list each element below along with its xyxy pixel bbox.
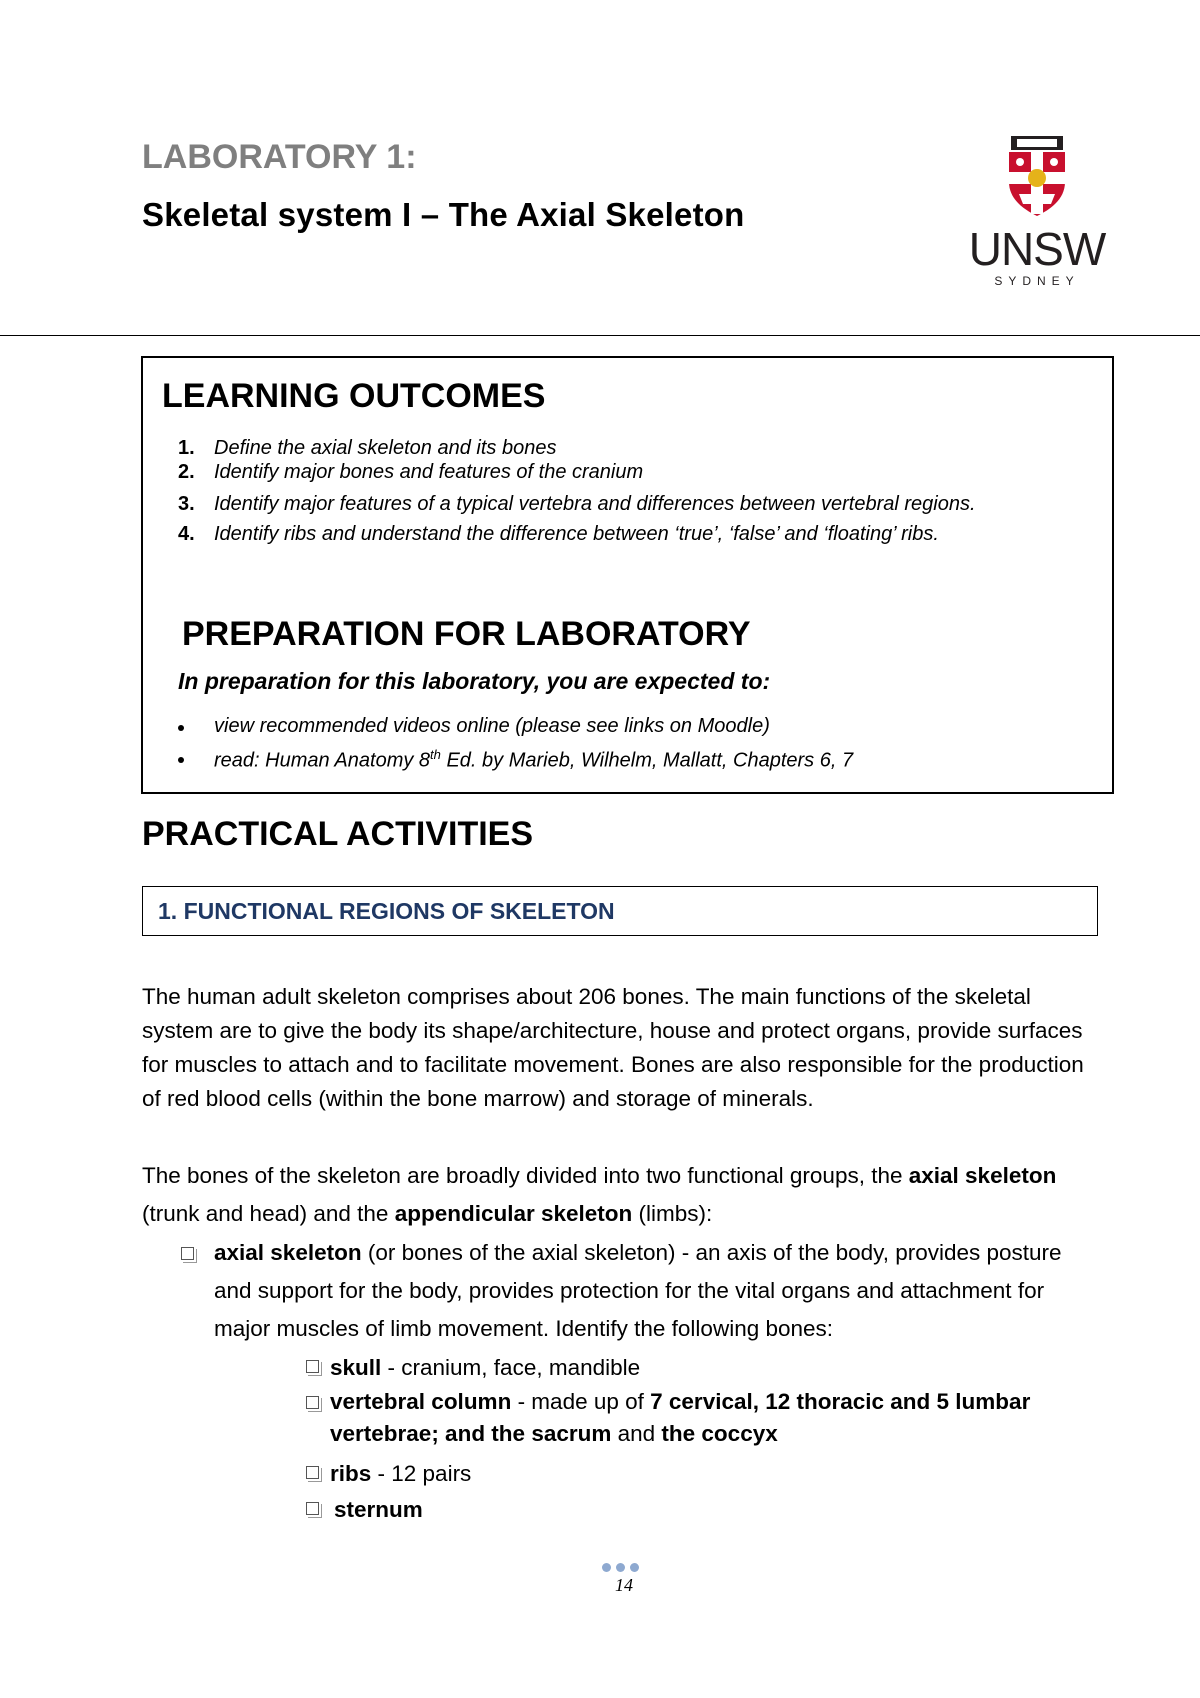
sternum-item: sternum	[334, 1497, 423, 1522]
groups-paragraph: The bones of the skeleton are broadly divided into two functional groups, the axial skeleton (trunk and head) and the appendicular skeleton (limbs):	[142, 1163, 1057, 1226]
bullet-icon	[178, 757, 184, 763]
checkbox-icon[interactable]	[306, 1502, 319, 1515]
header-divider	[0, 335, 1200, 336]
logo-wordmark: UNSW	[968, 223, 1106, 275]
skull-item: skull - cranium, face, mandible	[330, 1355, 641, 1380]
outcome-text: Identify ribs and understand the difference between ‘true’, ‘false’ and ‘floating’ ribs.	[214, 523, 939, 545]
outcome-number: 4.	[178, 523, 195, 545]
axial-skeleton-item: axial skeleton (or bones of the axial skeleton) - an axis of the body, provides posture and support for the body, provides protection for the vital organs and attachment for major muscles of limb movement. Identify the following bones:	[214, 1240, 1062, 1341]
checkbox-icon[interactable]	[181, 1247, 194, 1260]
learning-outcomes-heading: LEARNING OUTCOMES	[162, 377, 546, 415]
section-title: 1. FUNCTIONAL REGIONS OF SKELETON	[158, 898, 615, 924]
bullet-icon	[178, 725, 184, 731]
preparation-intro: In preparation for this laboratory, you are expected to:	[178, 668, 771, 694]
lab-subtitle: Skeletal system I – The Axial Skeleton	[142, 196, 745, 233]
logo-subtext: SYDNEY	[994, 274, 1080, 288]
outcome-text: Identify major features of a typical vertebra and differences between vertebral regions.	[214, 493, 976, 515]
unsw-crest-icon	[1005, 136, 1069, 216]
outcome-number: 1.	[178, 437, 195, 459]
ribs-item: ribs - 12 pairs	[330, 1461, 472, 1486]
checkbox-icon[interactable]	[306, 1360, 319, 1373]
outcome-number: 3.	[178, 493, 195, 515]
checkbox-icon[interactable]	[306, 1396, 319, 1409]
preparation-heading: PREPARATION FOR LABORATORY	[182, 615, 751, 653]
vertebral-column-item: vertebral column - made up of 7 cervical, 12 thoracic and 5 lumbar vertebrae; and the sacrum and the coccyx	[330, 1389, 1031, 1446]
outcome-text: Define the axial skeleton and its bones	[214, 437, 557, 459]
page-number: 14	[615, 1575, 633, 1595]
intro-paragraph: The human adult skeleton comprises about 206 bones. The main functions of the skeletal system are to give the body its shape/architecture, house and protect organs, provide surfaces for muscles to attach and to facilitate movement. Bones are also responsible for the production of red blood cells (within the bone marrow) and storage of minerals.	[142, 984, 1084, 1111]
unsw-logo	[962, 128, 1112, 288]
outcome-text: Identify major bones and features of the cranium	[214, 461, 644, 483]
bullet-text: view recommended videos online (please see links on Moodle)	[214, 715, 770, 737]
practical-activities-heading: PRACTICAL ACTIVITIES	[142, 815, 534, 853]
footer-dots-icon	[602, 1561, 642, 1573]
outcome-number: 2.	[178, 461, 195, 483]
lab-title: LABORATORY 1:	[142, 138, 417, 176]
checkbox-icon[interactable]	[306, 1466, 319, 1479]
bullet-text: read: Human Anatomy 8th Ed. by Marieb, Wilhelm, Mallatt, Chapters 6, 7	[214, 747, 854, 772]
